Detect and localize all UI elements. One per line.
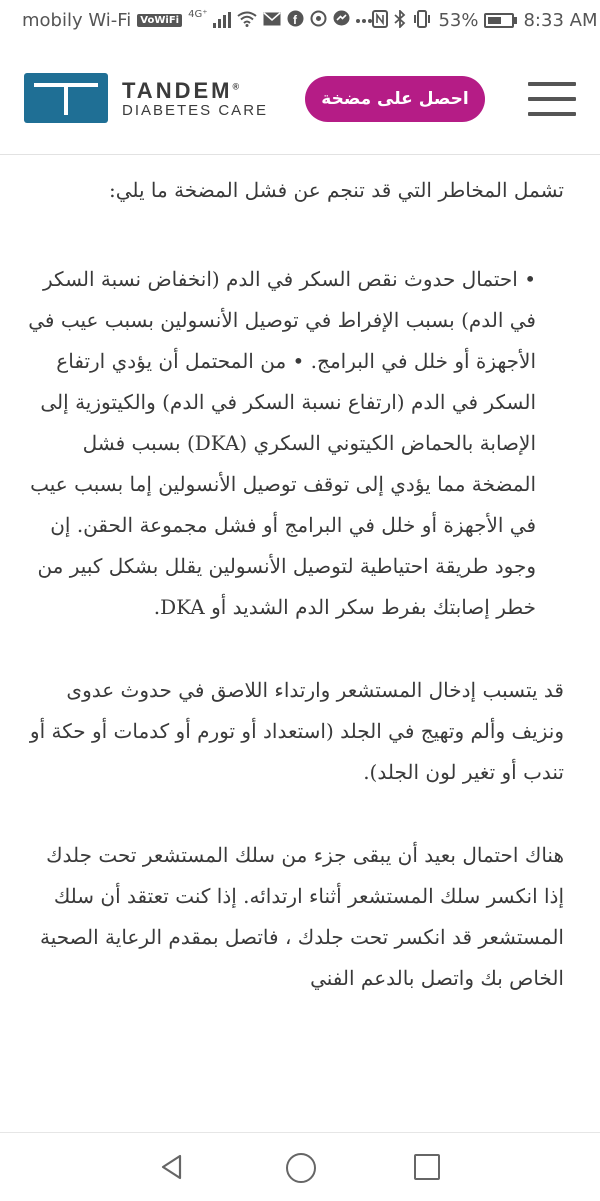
bluetooth-icon xyxy=(394,10,406,31)
recents-square-icon[interactable] xyxy=(414,1154,440,1180)
site-header xyxy=(0,40,600,155)
registered-mark: ® xyxy=(232,81,240,92)
brand-name[interactable]: TANDEM® xyxy=(122,78,240,103)
home-circle-icon[interactable] xyxy=(286,1153,316,1183)
svg-text:f: f xyxy=(293,13,298,27)
whatsapp-icon xyxy=(310,10,327,30)
sensor-risks-paragraph: قد يتسبب إدخال المستشعر وارتداء اللاصق في حدوث عدوى ونزيف وألم وتهيج في الجلد (استعداد أو تورم أو كدمات أو حكة أو تندب أو تغير لون الجلد). xyxy=(29,678,564,784)
carrier-label: mobily Wi-Fi xyxy=(22,9,132,31)
tandem-logo-mark[interactable] xyxy=(24,73,108,123)
battery-icon xyxy=(484,13,514,28)
clock-time: 8:33 AM xyxy=(523,9,598,31)
sensor-wire-paragraph: هناك احتمال بعيد أن يبقى جزء من سلك المستشعر تحت جلدك إذا انكسر سلك المستشعر أثناء ارتدائه. إذا كنت تعتقد أن سلك المستشعر قد انكسر تحت جلدك ، فاتصل بمقدم الرعاية الصحية الخاص بك واتصل بالدعم الفني xyxy=(40,843,564,990)
back-triangle-icon[interactable] xyxy=(158,1153,186,1181)
system-nav-bar xyxy=(0,1132,600,1201)
risks-intro: تشمل المخاطر التي قد تنجم عن فشل المضخة ما يلي: xyxy=(108,178,564,202)
facebook-icon xyxy=(287,10,304,30)
vibrate-icon xyxy=(412,10,432,31)
pump-risks-text: احتمال حدوث نقص السكر في الدم (انخفاض نسبة السكر في الدم) بسبب الإفراط في توصيل الأنسولين بسبب عيب في الأجهزة أو خلل في البرامج. • من المحتمل أن يؤدي ارتفاع السكر في الدم (ارتفاع نسبة السكر في الدم) والكيتوزية إلى الإصابة بالحماض الكيتوني السكري (DKA) بسبب فشل المضخة مما يؤدي إلى توقف توصيل الأنسولين إما بسبب عيب في الأجهزة أو خلل في البرامج أو فشل مجموعة الحقن. إن وجود طريقة احتياطية لتوصيل الأنسولين يقلل بشكل كبير من خطر إصابتك بفرط سكر الدم الشديد أو DKA. xyxy=(28,267,536,619)
battery-percentage: 53% xyxy=(438,9,479,31)
mail-icon xyxy=(263,12,281,29)
bullet-marker: • xyxy=(517,267,536,291)
signal-strength-icon xyxy=(213,12,231,28)
status-bar-left xyxy=(22,10,372,31)
nfc-icon xyxy=(372,10,388,31)
more-dots-icon xyxy=(356,13,372,27)
wifi-icon xyxy=(237,11,257,30)
hamburger-menu-icon[interactable] xyxy=(528,82,576,116)
messenger-icon xyxy=(333,10,350,30)
pump-risks-list xyxy=(24,259,564,628)
status-bar-right xyxy=(372,10,597,31)
network-type-label: 4G⁺ xyxy=(188,8,208,20)
brand-subtitle[interactable]: DIABETES CARE xyxy=(122,102,269,119)
vowifi-badge: VoWiFi xyxy=(137,14,182,27)
get-pump-button[interactable]: احصل على مضخة xyxy=(305,76,485,122)
status-bar xyxy=(0,0,600,40)
article-body xyxy=(24,160,564,1130)
battery-tip xyxy=(514,17,517,24)
